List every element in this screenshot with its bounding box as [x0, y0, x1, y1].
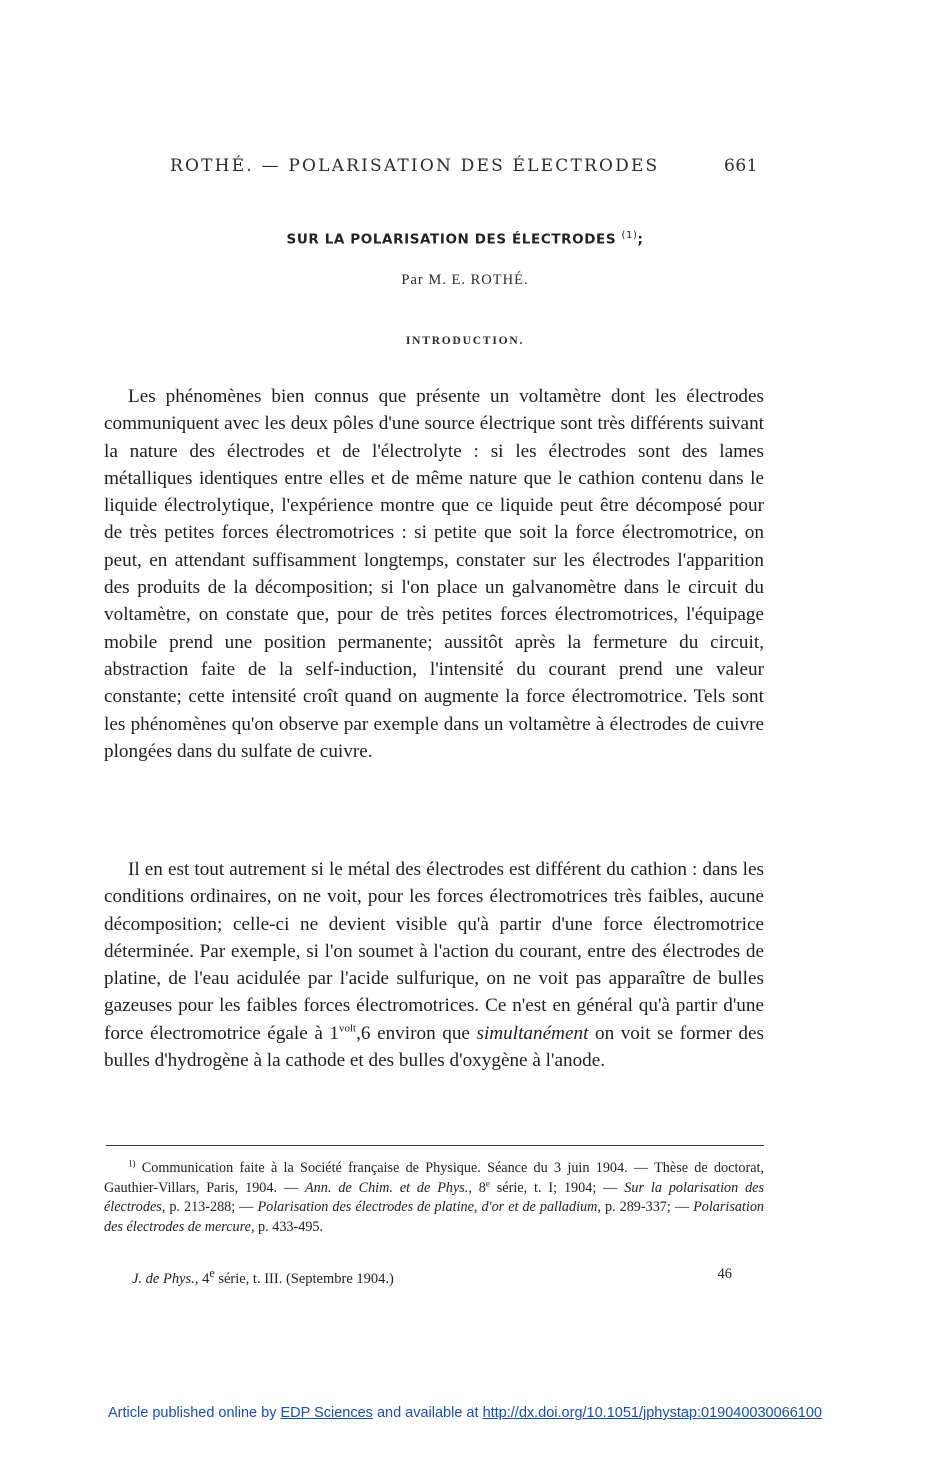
journal-series-pre: , 4	[194, 1270, 210, 1287]
paragraph-2-italic: simultanément	[476, 1022, 589, 1044]
article-author: Par M. E. ROTHÉ.	[401, 272, 529, 288]
title-footnote-mark: (1)	[621, 230, 638, 241]
journal-line	[132, 1266, 732, 1288]
footnote-italic-d: Polarisation des électrodes de mercure	[104, 1199, 765, 1235]
journal-details: série, t. III. (Septembre 1904.)	[214, 1270, 394, 1287]
article-title	[0, 230, 930, 248]
footnote-sup-b: e	[485, 1177, 490, 1188]
article-title-text: SUR LA POLARISATION DES ÉLECTRODES	[286, 231, 617, 248]
footnote-part-d: , p. 213-288; —	[161, 1199, 258, 1215]
journal-name: J. de Phys.	[132, 1270, 195, 1287]
paragraph-1-block	[104, 383, 764, 765]
footnote-italic-c: Polarisation des électrodes de platine, d'or et de palladium	[257, 1199, 598, 1215]
section-heading: INTRODUCTION.	[405, 335, 525, 347]
footnote-italic-b: Sur la polarisation des électrodes	[104, 1179, 765, 1215]
volt-superscript: volt	[339, 1022, 357, 1035]
paragraph-2-part-1: Il en est tout autrement si le métal des électrodes est différent du cathion : dans les conditions ordinaires, on ne voit, pour les forces électromotrices très faibles, aucune décomposition; celle-ci ne devient visible qu'à partir d'une force électromotrice déterminée. Par exemple, si l'on soumet à l'action du courant, entre des électrodes de platine, de l'eau acidulée par l'acide sulfurique, on ne voit pas apparaître de bulles gazeuses pour les faibles forces électromotrices. Ce n'est en général qu'à partir d'une force électromotrice égale à 1	[104, 859, 764, 1044]
footnote-part-f: , p. 433-495.	[250, 1218, 324, 1235]
footnote-part-a: Communication faite à la Société française de Physique. Séance du 3 juin 1904. — Thèse de doctorat, Gauthier-Villars, Paris, 1904. —	[104, 1160, 764, 1196]
paragraph-2	[104, 856, 764, 1074]
footnote	[104, 1159, 764, 1237]
footnote-italic-a: Ann. de Chim. et de Phys.	[305, 1179, 469, 1196]
journal-series-sup: e	[209, 1266, 215, 1280]
banner-prefix: Article published online by	[108, 1405, 281, 1421]
footnote-rule	[106, 1145, 764, 1146]
publisher-link[interactable]: EDP Sciences	[280, 1405, 373, 1421]
page-number: 661	[724, 156, 758, 176]
running-title: ROTHÉ. — POLARISATION DES ÉLECTRODES	[170, 156, 660, 176]
banner-middle: and available at	[372, 1405, 483, 1421]
footnote-mark: 1)	[128, 1158, 136, 1169]
paragraph-2-part-2: ,6 environ que	[356, 1022, 477, 1044]
running-head	[170, 156, 758, 176]
paragraph-2-part-3: on voit se former des bulles d'hydrogène à la cathode et des bulles d'oxygène à l'anode.	[104, 1022, 764, 1072]
footnote-part-c: série, t. I; 1904; —	[489, 1179, 625, 1196]
publisher-banner	[0, 1405, 930, 1421]
footnote-part-b: , 8	[468, 1179, 486, 1196]
title-end: ;	[637, 231, 644, 248]
doi-link[interactable]: http://dx.doi.org/10.1051/jphystap:019040030066100	[482, 1405, 822, 1421]
paragraph-2-block	[104, 856, 764, 1074]
sheet-number: 46	[717, 1266, 732, 1282]
footnote-text	[104, 1159, 764, 1237]
footnote-part-e: , p. 289-337; —	[597, 1199, 694, 1215]
paragraph-1: Les phénomènes bien connus que présente un voltamètre dont les électrodes communiquent avec les deux pôles d'une source électrique sont très différents suivant la nature des électrodes et de l'électrolyte : si les électrodes sont des lames métalliques identiques entre elles et de même nature que le cathion contenu dans le liquide électrolytique, l'expérience montre que ce liquide peut être décomposé pour de très petites forces électromotrices : si petite que soit la force électromotrice, on peut, en attendant suffisamment longtemps, constater sur les électrodes l'apparition des produits de la décomposition; si l'on place un galvanomètre dans le circuit du voltamètre, on constate que, pour de très petites forces électromotrices, l'équipage mobile prend une position permanente; aussitôt après la fermeture du circuit, abstraction faite de la self-induction, l'intensité du courant prend une valeur constante; cette intensité croît quand on augmente la force électromotrice. Tels sont les phénomènes qu'on observe par exemple dans un voltamètre à électrodes de cuivre plongées dans du sulfate de cuivre.	[104, 386, 764, 762]
